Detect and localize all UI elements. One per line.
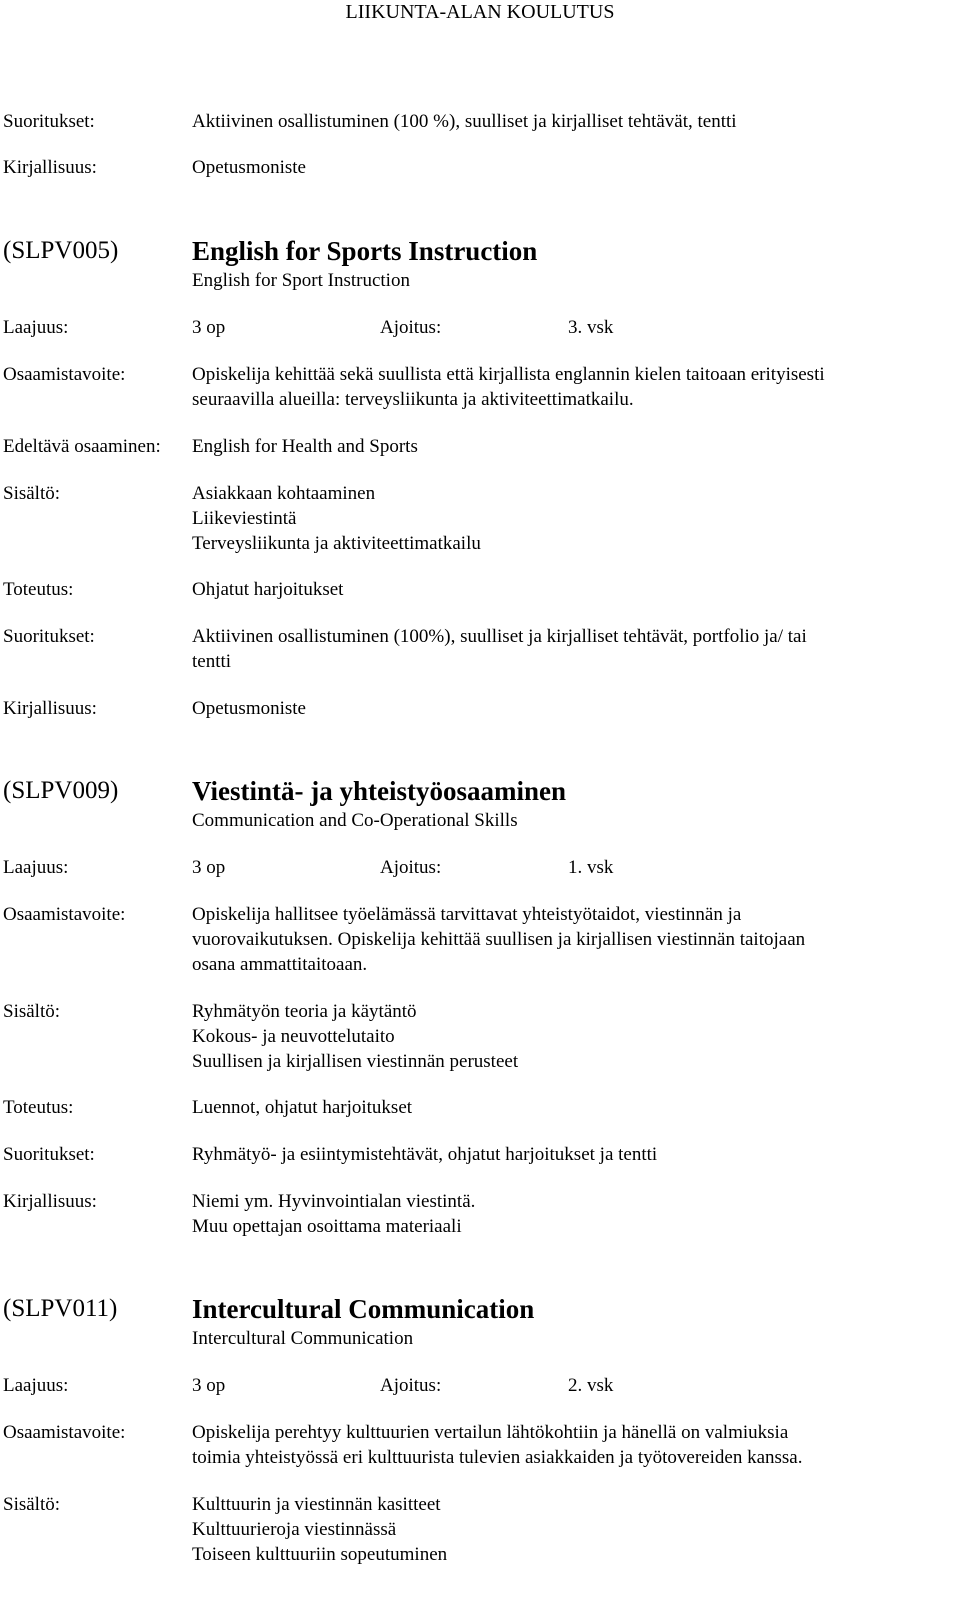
suoritukset-label: Suoritukset: (3, 626, 95, 647)
toteutus-value: Luennot, ohjatut harjoitukset (192, 1097, 413, 1118)
kirjallisuus-value (192, 696, 306, 721)
ajoitus-value: 2. vsk (568, 1375, 614, 1396)
sisalto-line: Kulttuurieroja viestinnässä (192, 1519, 397, 1540)
osaamistavoite-line: Opiskelija kehittää sekä suullista että kirjallista englannin kielen taitoaan erityisesti (192, 364, 825, 385)
osaamistavoite-label: Osaamistavoite: (3, 364, 126, 385)
osaamistavoite-label: Osaamistavoite: (3, 904, 126, 925)
sisalto-value (192, 481, 481, 556)
suoritukset-line: Ryhmätyö- ja esiintymistehtävät, ohjatut harjoitukset ja tentti (192, 1144, 658, 1165)
toteutus-label: Toteutus: (3, 579, 74, 600)
laajuus-value: 3 op (192, 317, 226, 338)
page-header: LIIKUNTA-ALAN KOULUTUS (345, 1, 615, 23)
kirjallisuus-label: Kirjallisuus: (3, 698, 97, 719)
osaamistavoite-value (192, 362, 825, 412)
ajoitus-label: Ajoitus: (380, 857, 442, 878)
osaamistavoite-line: Opiskelija perehtyy kulttuurien vertailun lähtökohtiin ja hänellä on valmiuksia (192, 1422, 789, 1443)
sisalto-label: Sisältö: (3, 1494, 61, 1515)
course-code: (SLPV011) (3, 1295, 118, 1322)
edeltava-value: English for Health and Sports (192, 436, 418, 457)
course-code: (SLPV005) (3, 237, 119, 264)
sisalto-line: Suullisen ja kirjallisen viestinnän perusteet (192, 1051, 519, 1072)
sisalto-line: Kokous- ja neuvottelutaito (192, 1026, 395, 1047)
course-subtitle: Communication and Co-Operational Skills (192, 810, 518, 831)
edeltava-label: Edeltävä osaaminen: (3, 436, 161, 457)
osaamistavoite-line: vuorovaikutuksen. Opiskelija kehittää suullisen ja kirjallisen viestinnän taitojaan (192, 929, 806, 950)
sisalto-line: Terveysliikunta ja aktiviteettimatkailu (192, 533, 481, 554)
intro-kirjallisuus-label: Kirjallisuus: (3, 157, 97, 178)
toteutus-label: Toteutus: (3, 1097, 74, 1118)
suoritukset-label: Suoritukset: (3, 1144, 95, 1165)
osaamistavoite-line: osana ammattitaitoaan. (192, 954, 368, 975)
sisalto-line: Ryhmätyön teoria ja käytäntö (192, 1001, 417, 1022)
suoritukset-line: Aktiivinen osallistuminen (100%), suulliset ja kirjalliset tehtävät, portfolio ja/ tai (192, 626, 807, 647)
sisalto-label: Sisältö: (3, 483, 61, 504)
kirjallisuus-line: Niemi ym. Hyvinvointialan viestintä. (192, 1191, 476, 1212)
ajoitus-value: 1. vsk (568, 857, 614, 878)
kirjallisuus-line: Opetusmoniste (192, 698, 306, 719)
course-subtitle: Intercultural Communication (192, 1328, 414, 1349)
intro-kirjallisuus-value: Opetusmoniste (192, 157, 306, 178)
sisalto-value (192, 999, 518, 1074)
suoritukset-line: tentti (192, 651, 232, 672)
sisalto-line: Asiakkaan kohtaaminen (192, 483, 376, 504)
ajoitus-label: Ajoitus: (380, 317, 442, 338)
kirjallisuus-label: Kirjallisuus: (3, 1191, 97, 1212)
sisalto-line: Toiseen kulttuuriin sopeutuminen (192, 1544, 448, 1565)
kirjallisuus-value (192, 1189, 475, 1239)
suoritukset-value (192, 1142, 657, 1167)
kirjallisuus-line: Muu opettajan osoittama materiaali (192, 1216, 462, 1237)
ajoitus-label: Ajoitus: (380, 1375, 442, 1396)
laajuus-label: Laajuus: (3, 1375, 69, 1396)
course-title: English for Sports Instruction (192, 236, 538, 266)
suoritukset-value (192, 624, 807, 674)
laajuus-label: Laajuus: (3, 857, 69, 878)
osaamistavoite-line: Opiskelija hallitsee työelämässä tarvittavat yhteistyötaidot, viestinnän ja (192, 904, 742, 925)
osaamistavoite-label: Osaamistavoite: (3, 1422, 126, 1443)
osaamistavoite-value (192, 1420, 803, 1470)
laajuus-label: Laajuus: (3, 317, 69, 338)
laajuus-value: 3 op (192, 1375, 226, 1396)
ajoitus-value: 3. vsk (568, 317, 614, 338)
osaamistavoite-line: seuraavilla alueilla: terveysliikunta ja aktiviteettimatkailu. (192, 389, 634, 410)
course-title: Intercultural Communication (192, 1294, 535, 1324)
sisalto-label: Sisältö: (3, 1001, 61, 1022)
course-title: Viestintä- ja yhteistyöosaaminen (192, 776, 566, 806)
course-subtitle: English for Sport Instruction (192, 270, 410, 291)
sisalto-line: Liikeviestintä (192, 508, 297, 529)
osaamistavoite-value (192, 902, 805, 977)
osaamistavoite-line: toimia yhteistyössä eri kulttuurista tulevien asiakkaiden ja työtovereiden kanssa. (192, 1447, 803, 1468)
toteutus-value: Ohjatut harjoitukset (192, 579, 344, 600)
sisalto-value (192, 1492, 447, 1567)
sisalto-line: Kulttuurin ja viestinnän kasitteet (192, 1494, 441, 1515)
intro-suoritukset-value: Aktiivinen osallistuminen (100 %), suulliset ja kirjalliset tehtävät, tentti (192, 111, 737, 132)
laajuus-value: 3 op (192, 857, 226, 878)
course-code: (SLPV009) (3, 777, 119, 804)
intro-suoritukset-label: Suoritukset: (3, 111, 95, 132)
